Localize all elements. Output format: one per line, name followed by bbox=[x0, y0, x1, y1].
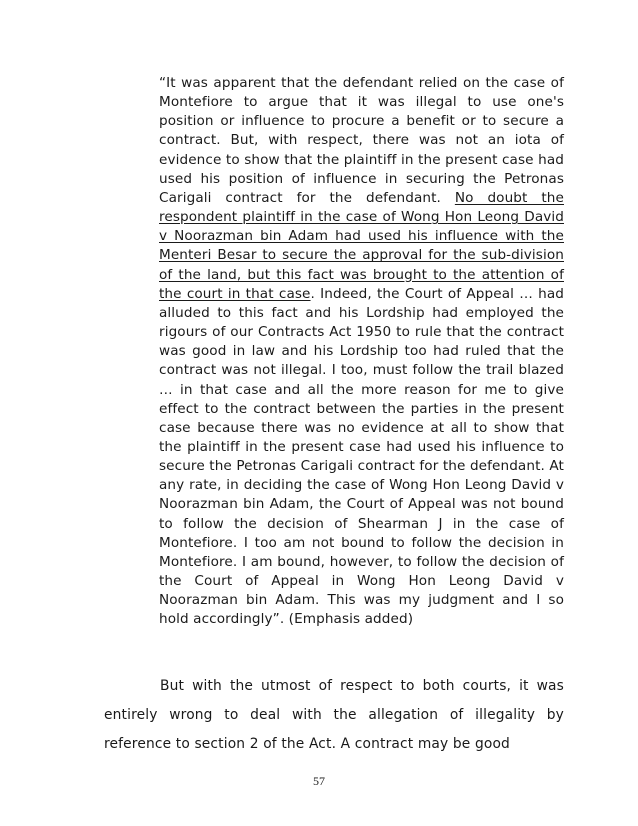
block-quote bbox=[159, 74, 564, 630]
quote-emphasis: No doubt the respondent plaintiff in the case of Wong Hon Leong David v Noorazman bin Adam had used his influence with the Menteri Besar to secure the approval for the sub-division of the land, but this fact was brought to the attention of the court in that case bbox=[159, 189, 564, 302]
quote-text-continued: . Indeed, the Court of Appeal … had alluded to this fact and his Lordship had employed the rigours of our Contracts Act 1950 to rule that the contract was good in law and his Lordship too had ruled that the contract was not illegal. I too, must follow the trail blazed … in that case and all the more reason for me to give effect to the contract between the parties in the present case because there was no evidence at all to show that the plaintiff in the present case had used his influence to secure the Petronas Carigali contract for the defendant. At any rate, in deciding the case of Wong Hon Leong David v Noorazman bin Adam, the Court of Appeal was not bound to follow the decision of Shearman J in the case of Montefiore. I too am not bound to follow the decision in Montefiore. I am bound, however, to follow the decision of the Court of Appeal in Wong Hon Leong David v Noorazman bin Adam. This was my judgment and I so hold accordingly”. (Emphasis added) bbox=[159, 285, 564, 628]
page-number: 57 bbox=[313, 774, 325, 788]
quote-text: “It was apparent that the defendant relied on the case of Montefiore to argue that it was illegal to use one's position or influence to procure a benefit or to secure a contract. But, with respect, there was not an iota of evidence to show that the plaintiff in the present case had used his position of influence in securing the Petronas Carigali contract for the defendant. bbox=[159, 75, 564, 206]
body-paragraph: But with the utmost of respect to both courts, it was entirely wrong to deal with the allegation of illegality by reference to section 2 of the Act. A contract may be good bbox=[104, 678, 564, 752]
